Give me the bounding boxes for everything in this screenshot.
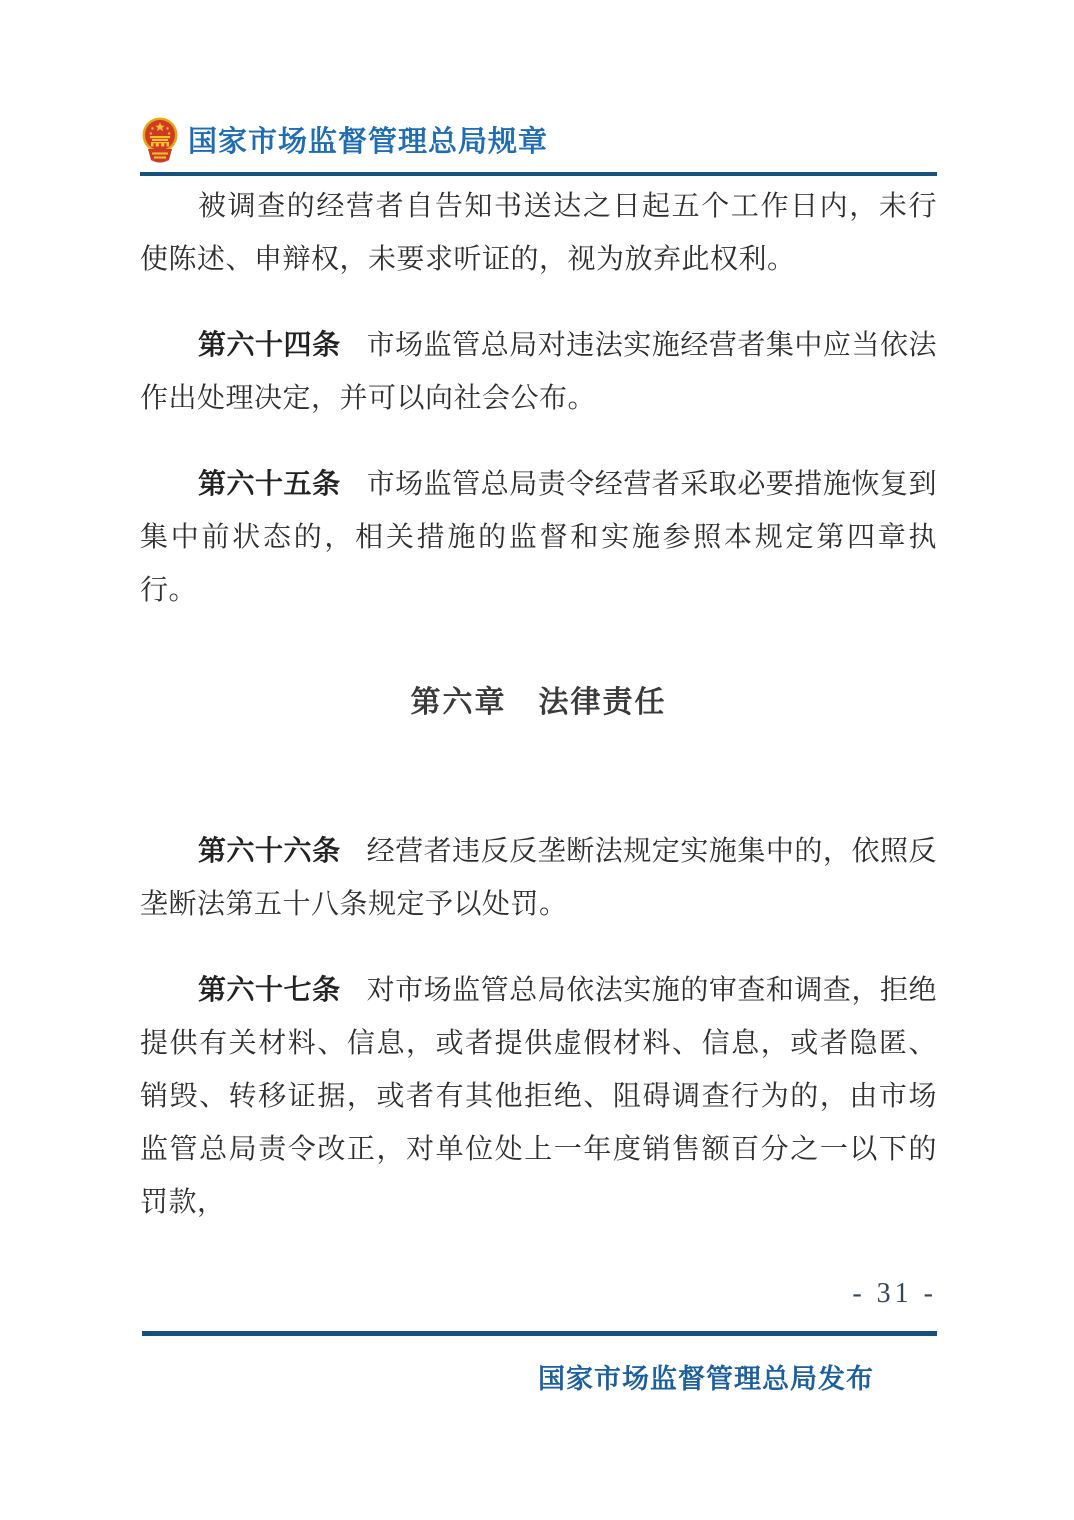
page-number: - 31 - [852, 1278, 937, 1309]
article-paragraph [140, 824, 937, 931]
footer-publisher: 国家市场监督管理总局发布 [538, 1364, 874, 1394]
article-text: 对市场监管总局依法实施的审查和调查，拒绝提供有关材料、信息，或者提供虚假材料、信息，或者隐匿、销毁、转移证据，或者有其他拒绝、阻碍调查行为的，由市场监管总局责令改正，对单位处上一年度销售额百分之一以下的罚款， [140, 975, 937, 1218]
article-paragraph [140, 457, 937, 617]
article-text: 经营者违反反垄断法规定实施集中的，依照反垄断法第五十八条规定予以处罚。 [140, 836, 937, 920]
header-rule [140, 172, 937, 176]
article-number: 第六十五条 [198, 468, 341, 499]
article-number: 第六十四条 [198, 329, 341, 360]
national-emblem-icon [142, 116, 178, 164]
article-paragraph [140, 318, 937, 425]
footer-rule [142, 1331, 937, 1336]
article-text: 市场监管总局责令经营者采取必要措施恢复到集中前状态的，相关措施的监督和实施参照本规定第四章执行。 [140, 469, 937, 606]
article-number: 第六十七条 [198, 974, 341, 1005]
document-body [140, 180, 937, 1261]
article-text: 市场监管总局对违法实施经营者集中应当依法作出处理决定，并可以向社会公布。 [140, 330, 937, 414]
article-paragraph [140, 963, 937, 1229]
header-title: 国家市场监督管理总局规章 [188, 126, 549, 158]
document-header [140, 112, 937, 168]
paragraph-text: 被调查的经营者自告知书送达之日起五个工作日内，未行使陈述、申辩权，未要求听证的，视为放弃此权利。 [140, 191, 937, 275]
chapter-heading: 第六章 法律责任 [410, 686, 667, 719]
article-number: 第六十六条 [198, 835, 341, 866]
paragraph-continuation [140, 180, 937, 286]
